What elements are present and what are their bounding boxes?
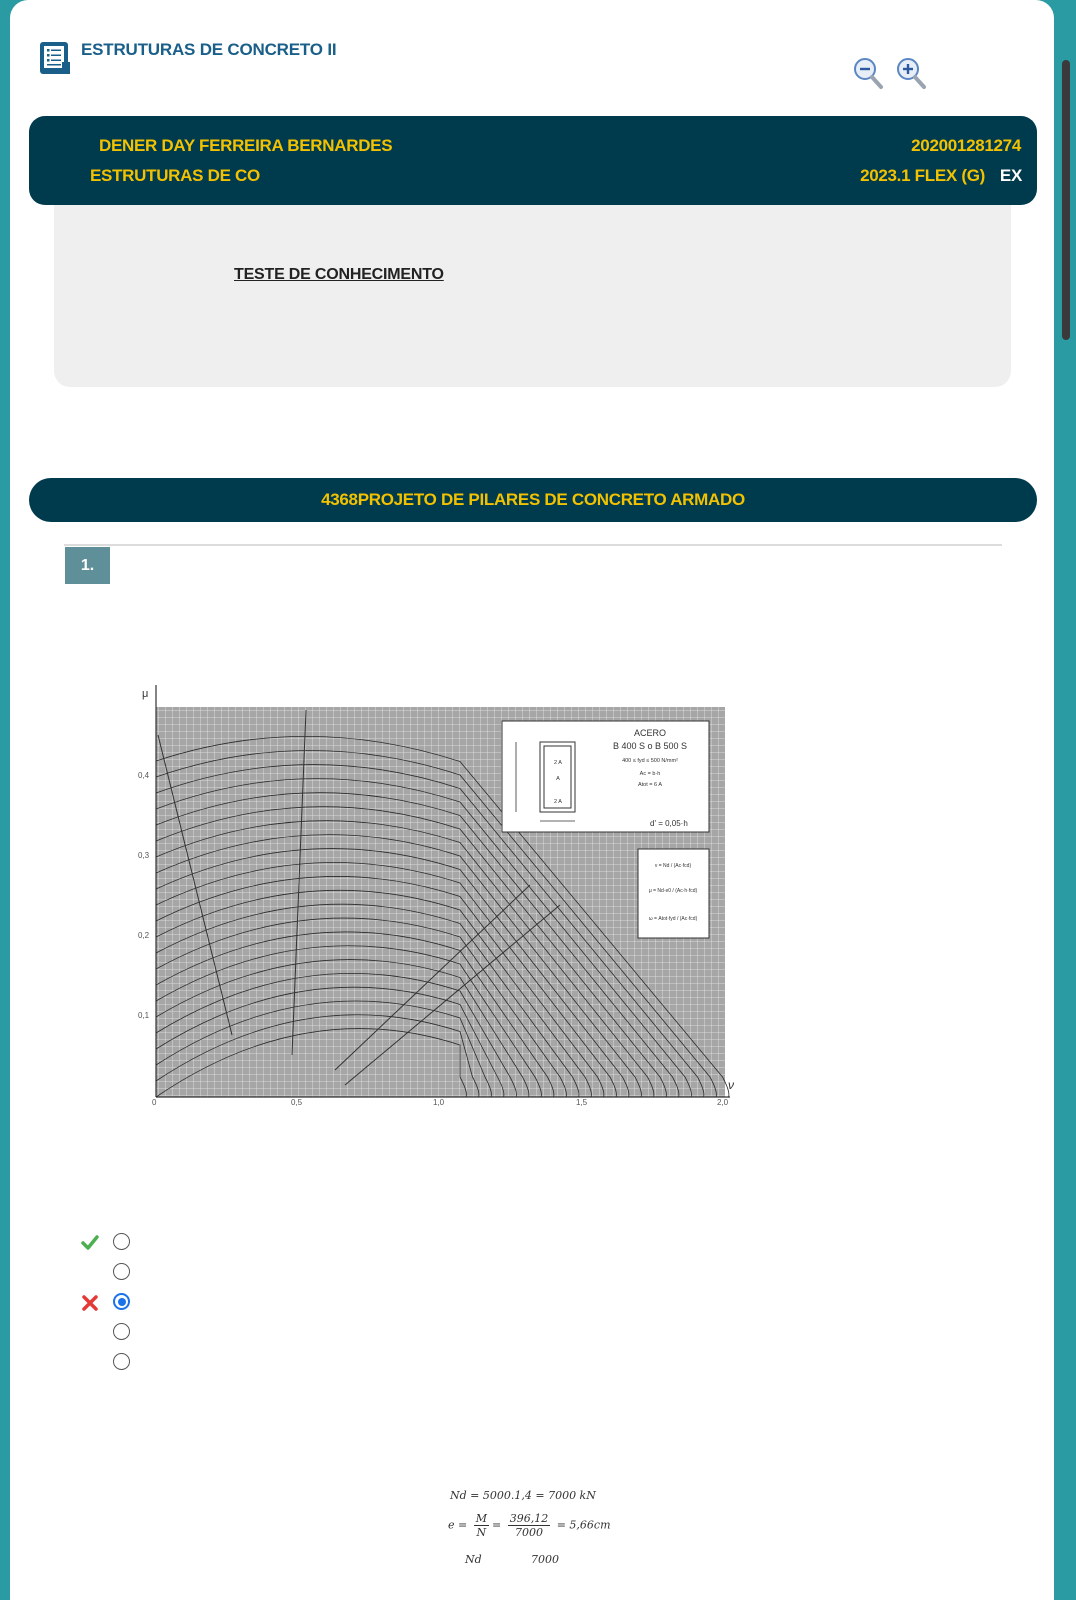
option-radio[interactable] xyxy=(113,1293,130,1310)
legend-title: ACERO xyxy=(633,728,667,738)
student-id: 202001281274 xyxy=(911,136,1021,155)
zoom-in-icon[interactable] xyxy=(895,56,927,90)
legend-mu: μ = Nd·e0 / (Ac·h·fcd) xyxy=(648,888,698,894)
answer-option[interactable] xyxy=(80,1261,140,1285)
y-tick: 0,2 xyxy=(138,931,150,940)
student-name: DENER DAY FERREIRA BERNARDES xyxy=(99,136,393,155)
y-tick: 0,4 xyxy=(138,771,150,780)
formula-nd-label: Nd xyxy=(465,1553,482,1566)
formula-m: M xyxy=(475,1512,487,1525)
y-tick: 0,1 xyxy=(138,1011,150,1020)
legend-omega: ω = Atot·fyd / (Ac·fcd) xyxy=(648,916,698,922)
legend-ac: Ac = b·h xyxy=(639,771,661,777)
legend-fyd: 400 ≤ fyd ≤ 500 N/mm² xyxy=(622,758,678,764)
x-tick: 1,5 xyxy=(576,1098,588,1107)
scrollbar[interactable] xyxy=(1062,60,1070,340)
student-info-banner xyxy=(29,116,1037,205)
page-title[interactable]: TESTE DE CONHECIMENTO xyxy=(234,266,444,283)
option-radio[interactable] xyxy=(113,1323,130,1340)
option-radio[interactable] xyxy=(113,1263,130,1280)
document-list-icon xyxy=(38,40,72,76)
answer-option[interactable] xyxy=(80,1291,140,1315)
info-panel xyxy=(54,205,1011,387)
formula-legend xyxy=(638,849,709,938)
x-tick: 2,0 xyxy=(717,1098,729,1107)
zoom-out-icon[interactable] xyxy=(852,56,884,90)
section-label: 2 A xyxy=(554,760,562,766)
x-tick: 0,5 xyxy=(291,1098,303,1107)
wrong-x-icon xyxy=(80,1293,100,1313)
legend-dprime: d' = 0,05·h xyxy=(650,819,688,828)
x-tick: 1,0 xyxy=(433,1098,445,1107)
answer-option[interactable] xyxy=(80,1351,140,1375)
formula-n: N xyxy=(476,1526,487,1539)
formula-e: e = $\frac{M}{N}$ = $\frac{396,12}{7000}$ = 5,66cm xyxy=(448,1512,611,1539)
answer-option[interactable] xyxy=(80,1321,140,1345)
formula-num: 396,12 xyxy=(509,1512,549,1525)
formula-e-rhs: = 5,66cm xyxy=(556,1518,611,1532)
course-code: ESTRUTURAS DE CO xyxy=(90,166,260,185)
x-axis-label: ν xyxy=(728,1078,734,1092)
steel-legend xyxy=(502,721,709,832)
section-label: 2 A xyxy=(554,799,562,805)
interaction-diagram xyxy=(130,675,750,1115)
option-radio[interactable] xyxy=(113,1233,130,1250)
divider xyxy=(64,544,1002,546)
section-label: A xyxy=(556,776,560,782)
formula-nd: Nd = 5000.1,4 = 7000 kN xyxy=(450,1489,596,1502)
correct-check-icon xyxy=(80,1233,100,1253)
x-tick: 0 xyxy=(152,1098,157,1107)
y-tick: 0,3 xyxy=(138,851,150,860)
app-title: ESTRUTURAS DE CONCRETO II xyxy=(81,40,337,59)
period: 2023.1 FLEX (G) xyxy=(860,166,985,185)
formula-e-lhs: e = xyxy=(448,1518,468,1532)
legend-nu: ν = Nd / (Ac·fcd) xyxy=(654,863,692,869)
formula-nd-value: 7000 xyxy=(531,1553,559,1566)
legend-steel: B 400 S o B 500 S xyxy=(612,741,688,751)
formula-den: 7000 xyxy=(514,1526,543,1539)
legend-atot: Atot = 6 A xyxy=(637,782,663,788)
module-title: 4368PROJETO DE PILARES DE CONCRETO ARMADO xyxy=(29,478,1037,522)
option-radio[interactable] xyxy=(113,1353,130,1370)
question-number: 1. xyxy=(65,547,110,584)
exam-type: EX xyxy=(999,166,1022,185)
y-axis-label: μ xyxy=(142,688,149,700)
answer-option[interactable] xyxy=(80,1231,140,1255)
